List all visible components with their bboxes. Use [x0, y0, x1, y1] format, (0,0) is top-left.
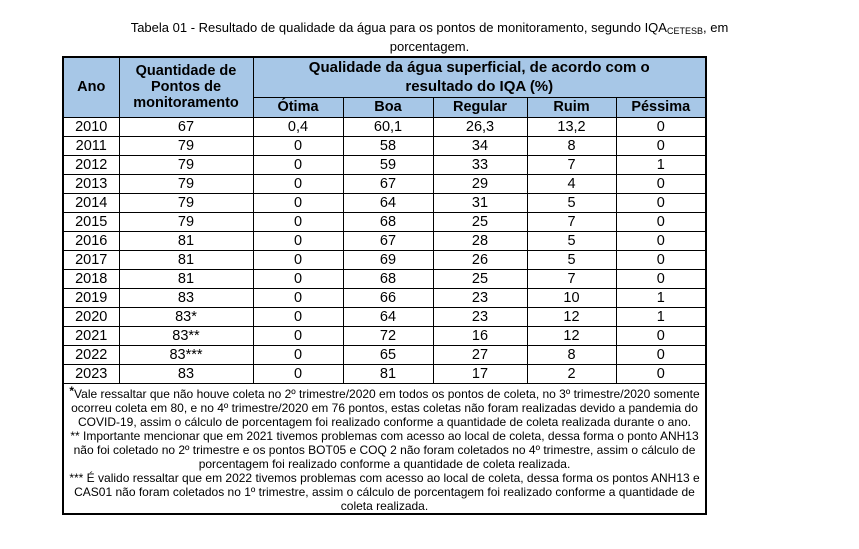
header-category-otima: Ótima: [253, 97, 343, 117]
value-cell: 25: [433, 212, 527, 231]
value-cell: 65: [343, 345, 433, 364]
value-cell: 79: [119, 155, 253, 174]
value-cell: 0: [616, 231, 706, 250]
year-cell: 2018: [63, 269, 119, 288]
value-cell: 2: [527, 364, 616, 383]
value-cell: 13,2: [527, 117, 616, 136]
value-cell: 1: [616, 307, 706, 326]
value-cell: 0: [253, 269, 343, 288]
footnote-2: [64, 429, 705, 471]
title-text: Tabela 01 - Resultado de qualidade da água para os pontos de monitoramento, segundo IQA: [130, 20, 667, 35]
value-cell: 8: [527, 345, 616, 364]
value-cell: 0: [253, 136, 343, 155]
footnote-3-marker: ***: [69, 470, 84, 485]
value-cell: 27: [433, 345, 527, 364]
year-cell: 2020: [63, 307, 119, 326]
value-cell: 79: [119, 136, 253, 155]
value-cell: 17: [433, 364, 527, 383]
table-row: [63, 288, 706, 307]
header-row-group: [63, 57, 706, 97]
footnote-2-text: Importante mencionar que em 2021 tivemos problemas com acesso ao local de coleta, dessa forma o ponto ANH13 não foi coletado no 2º trimestre e os pontos BOT05 e COQ 2 não foram coletados no 4º trimestre, assim o cálculo de porcentagem foi realizado conforme a quantidade de coleta realizada.: [73, 428, 699, 471]
value-cell: 7: [527, 212, 616, 231]
value-cell: 16: [433, 326, 527, 345]
value-cell: 7: [527, 269, 616, 288]
value-cell: 83***: [119, 345, 253, 364]
table-row: [63, 212, 706, 231]
value-cell: 67: [343, 174, 433, 193]
header-qualidade-line-1: Qualidade da água superficial, de acordo com o: [308, 59, 650, 77]
value-cell: 31: [433, 193, 527, 212]
value-cell: 81: [119, 231, 253, 250]
table-row: [63, 345, 706, 364]
value-cell: 81: [119, 250, 253, 269]
footnotes-row: [63, 383, 706, 514]
table-row: [63, 193, 706, 212]
value-cell: 5: [527, 231, 616, 250]
value-cell: 25: [433, 269, 527, 288]
footnotes-section: [63, 383, 706, 514]
year-cell: 2011: [63, 136, 119, 155]
year-cell: 2017: [63, 250, 119, 269]
value-cell: 0: [253, 212, 343, 231]
value-cell: 23: [433, 307, 527, 326]
value-cell: 81: [343, 364, 433, 383]
value-cell: 0: [253, 155, 343, 174]
value-cell: 0: [616, 326, 706, 345]
value-cell: 67: [119, 117, 253, 136]
year-cell: 2010: [63, 117, 119, 136]
table-body: [63, 117, 706, 383]
header-qualidade-group: [253, 57, 706, 97]
value-cell: 68: [343, 269, 433, 288]
year-cell: 2014: [63, 193, 119, 212]
header-category-pessima: Péssima: [616, 97, 706, 117]
footnote-1-marker: *: [69, 383, 75, 398]
header-ano: Ano: [63, 57, 119, 117]
value-cell: 0: [616, 193, 706, 212]
value-cell: 4: [527, 174, 616, 193]
iqa-cetesb-subscript: CETESB: [666, 26, 703, 36]
value-cell: 79: [119, 212, 253, 231]
value-cell: 34: [433, 136, 527, 155]
footnote-1: [64, 384, 705, 429]
table-row: [63, 364, 706, 383]
value-cell: 0: [616, 364, 706, 383]
value-cell: 12: [527, 326, 616, 345]
value-cell: 0: [253, 193, 343, 212]
value-cell: 0: [253, 307, 343, 326]
value-cell: 0: [253, 326, 343, 345]
value-cell: 0: [616, 250, 706, 269]
value-cell: 68: [343, 212, 433, 231]
table-row: [63, 326, 706, 345]
table-row: [63, 231, 706, 250]
year-cell: 2023: [63, 364, 119, 383]
value-cell: 7: [527, 155, 616, 174]
footnote-2-marker: **: [70, 428, 80, 443]
value-cell: 0: [253, 174, 343, 193]
title-line-2: porcentagem.: [389, 39, 470, 54]
year-cell: 2015: [63, 212, 119, 231]
year-cell: 2013: [63, 174, 119, 193]
table-row: [63, 117, 706, 136]
year-cell: 2022: [63, 345, 119, 364]
value-cell: 26: [433, 250, 527, 269]
title-text-cont: , em: [702, 20, 729, 35]
value-cell: 0: [253, 364, 343, 383]
table-header: [63, 57, 706, 117]
value-cell: 81: [119, 269, 253, 288]
value-cell: 72: [343, 326, 433, 345]
value-cell: 60,1: [343, 117, 433, 136]
value-cell: 0: [253, 345, 343, 364]
table-title: [0, 20, 859, 55]
value-cell: 0: [253, 231, 343, 250]
value-cell: 0: [253, 250, 343, 269]
year-cell: 2021: [63, 326, 119, 345]
value-cell: 0,4: [253, 117, 343, 136]
value-cell: 0: [616, 174, 706, 193]
year-cell: 2019: [63, 288, 119, 307]
value-cell: 33: [433, 155, 527, 174]
value-cell: 0: [616, 136, 706, 155]
footnote-1-text: Vale ressaltar que não houve coleta no 2º trimestre/2020 em todos os pontos de coleta, no 3º trimestre/2020 somente ocorreu coleta em 80, e no 4º trimestre/2020 em 76 pontos, estas coletas não foram realizadas devido a pandemia do COVID-19, assim o cálculo de porcentagem foi realizado conforme a quantidade de coleta realizada durante o ano.: [71, 386, 700, 429]
value-cell: 79: [119, 174, 253, 193]
footnote-3-text: É valido ressaltar que em 2022 tivemos problemas com acesso ao local de coleta, dessa forma os pontos ANH13 e CAS01 não foram coletados no 1º trimestre, assim o cálculo de porcentagem foi realizado conforme a quantidade de coleta realizada.: [74, 470, 700, 513]
table-row: [63, 269, 706, 288]
table-row: [63, 307, 706, 326]
value-cell: 58: [343, 136, 433, 155]
value-cell: 28: [433, 231, 527, 250]
value-cell: 8: [527, 136, 616, 155]
value-cell: 1: [616, 288, 706, 307]
water-quality-table: [62, 56, 707, 515]
year-cell: 2012: [63, 155, 119, 174]
value-cell: 83*: [119, 307, 253, 326]
year-cell: 2016: [63, 231, 119, 250]
value-cell: 59: [343, 155, 433, 174]
value-cell: 0: [253, 288, 343, 307]
value-cell: 12: [527, 307, 616, 326]
header-qualidade-line-2: resultado do IQA (%): [405, 78, 554, 96]
table-row: [63, 250, 706, 269]
header-category-regular: Regular: [433, 97, 527, 117]
value-cell: 79: [119, 193, 253, 212]
value-cell: 67: [343, 231, 433, 250]
value-cell: 64: [343, 193, 433, 212]
value-cell: 0: [616, 269, 706, 288]
value-cell: 0: [616, 345, 706, 364]
value-cell: 64: [343, 307, 433, 326]
table-row: [63, 174, 706, 193]
header-category-boa: Boa: [343, 97, 433, 117]
value-cell: 5: [527, 250, 616, 269]
value-cell: 23: [433, 288, 527, 307]
header-quantidade-pontos: Quantidade de Pontos de monitoramento: [119, 57, 253, 117]
table-row: [63, 155, 706, 174]
footnote-3: [64, 471, 705, 513]
title-line-1: [0, 20, 859, 39]
value-cell: 66: [343, 288, 433, 307]
table-row: [63, 136, 706, 155]
value-cell: 83: [119, 288, 253, 307]
value-cell: 83**: [119, 326, 253, 345]
value-cell: 0: [616, 117, 706, 136]
value-cell: 69: [343, 250, 433, 269]
value-cell: 83: [119, 364, 253, 383]
value-cell: 1: [616, 155, 706, 174]
header-category-ruim: Ruim: [527, 97, 616, 117]
value-cell: 26,3: [433, 117, 527, 136]
value-cell: 5: [527, 193, 616, 212]
value-cell: 29: [433, 174, 527, 193]
value-cell: 0: [616, 212, 706, 231]
value-cell: 10: [527, 288, 616, 307]
table-footer: [63, 383, 706, 514]
